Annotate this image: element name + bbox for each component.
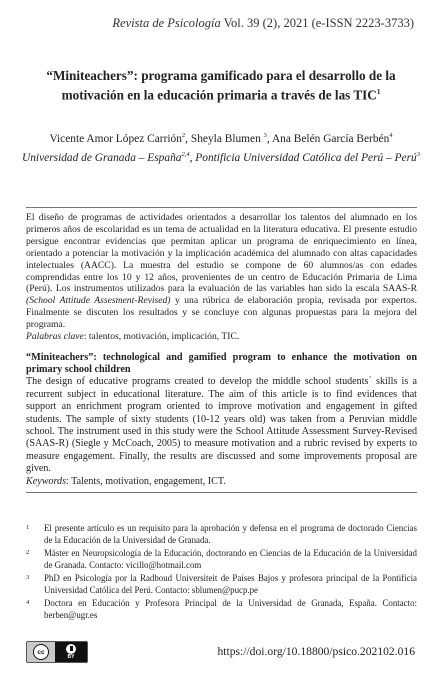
- journal-issue: Vol. 39 (2), 2021 (e-ISSN 2223-3733): [220, 16, 414, 30]
- footnote: [26, 548, 417, 571]
- footnote: [26, 573, 417, 596]
- author-1-mark: 2: [181, 132, 186, 139]
- footnote-number: 2: [26, 549, 30, 556]
- affiliation-2-mark: 3: [416, 151, 420, 159]
- doi-link[interactable]: https://doi.org/10.18800/psico.202102.016: [217, 645, 415, 658]
- footnotes: [26, 523, 417, 623]
- author-1: Vicente Amor López Carrión: [49, 132, 182, 145]
- keywords-en-values: : Talents, motivation, engagement, ICT.: [66, 475, 226, 487]
- cc-by-license-badge[interactable]: [26, 641, 88, 663]
- footnote-text: Máster en Neuropsicología de la Educación, doctorando en Ciencias de la Educación de la Universidad de Granada. Contacto: vicillo@hotmail.com: [44, 548, 417, 570]
- abstract-box: [26, 207, 417, 493]
- keywords-es-values: : talentos, motivación, implicación, TIC.: [83, 331, 240, 343]
- footnote-number: 1: [26, 524, 30, 531]
- author-3-mark: 4: [389, 132, 393, 139]
- affiliations: [20, 147, 422, 166]
- title-text: “Miniteachers”: programa gamificado para el desarrollo de la motivación en la educación primaria a través de las TIC: [46, 68, 396, 103]
- keywords-es-label: Palabras clave: [26, 331, 84, 343]
- author-3: , Ana Belén García Berbén: [266, 132, 390, 145]
- by-label: BY: [67, 654, 75, 660]
- abstract-es-part2: y una rúbrica de elaboración propia, revisada por expertos. Finalmente se discuten los resultados y se concluye con algunas propuestas para la mejora del programa.: [26, 295, 417, 331]
- journal-header: [112, 16, 414, 31]
- author-names: [20, 128, 422, 147]
- creative-commons-icon: cc: [33, 644, 49, 660]
- keywords-es: [26, 331, 417, 343]
- article-title: [30, 67, 412, 103]
- journal-name: Revista de Psicología: [112, 16, 221, 30]
- abstract-en: The design of educative programs created to develop the middle school students´ skills is a recurrent subject in educational literature. The aim of this article is to find evidences that support an enrichment program oriented to improve motivation and engagement in gifted students. The sample of sixty students (10-12 years old) was taken from a Peruvian middle school. The instrument used in this study were the School Attitude Assessment Survey-Revised (SAAS-R) (Siegle y McCoach, 2005) to measure motivation and a rubric revised by experts to measure engagement. Finally, the results are discussed and some improvements proposal are given.: [26, 376, 417, 475]
- abstract-es: [26, 212, 417, 331]
- abstract-es-scale: (School Attitude Assesment-Revised): [26, 295, 171, 307]
- footnote: [26, 523, 417, 546]
- affiliation-1-marks: 2,4: [181, 151, 190, 159]
- author-block: [20, 128, 422, 167]
- footnote-text: El presente artículo es un requisito para la aprobación y defensa en el programa de doctorado Ciencias de la Educación de la Universidad de Granada.: [44, 523, 417, 545]
- affiliation-1: Universidad de Granada – España: [22, 152, 182, 165]
- footnote-number: 3: [26, 574, 30, 581]
- abstract-es-part1: El diseño de programas de actividades orientados a desarrollar los talentos del alumnado en los primeros años de escolaridad es un tema de actualidad en la literatura educativa. El presente estudio persigue encontrar evidencias que permitan aplicar un programa de enriquecimiento en línea, orientado a potenciar la motivación y la implicación académica del alumnado con altas capacidades intelectuales (AACC). La muestra del estudio se compone de 60 alumnos/as con edades comprendidas entre los 10 y 12 años, provenientes de un centro de Educación Primaria de Lima (Perú). Los instrumentos utilizados para la evaluación de las variables han sido la escala SAAS-R: [26, 212, 417, 295]
- author-2: , Sheyla Blumen: [185, 132, 264, 145]
- footnote: [26, 598, 417, 621]
- footnote-number: 4: [26, 599, 30, 606]
- keywords-en: [26, 476, 417, 488]
- abstract-en-title: “Miniteachers”: technological and gamified program to enhance the motivation on primary school children: [26, 351, 417, 376]
- footnote-text: PhD en Psicología por la Radboud Universiteit de Países Bajos y profesora principal de la Pontificia Universidad Católica del Perú. Contacto: sblumen@pucp.pe: [44, 573, 417, 595]
- title-footnote-mark: 1: [376, 88, 381, 96]
- footnote-text: Doctora en Educación y Profesora Principal de la Universidad de Granada, España. Contacto: berben@ugr.es: [44, 598, 417, 620]
- affiliation-2: , Pontificia Universidad Católica del Perú – Perú: [189, 152, 417, 165]
- keywords-en-label: Keywords: [26, 475, 67, 487]
- attribution-icon: [66, 644, 76, 654]
- author-2-mark: 3: [263, 132, 267, 139]
